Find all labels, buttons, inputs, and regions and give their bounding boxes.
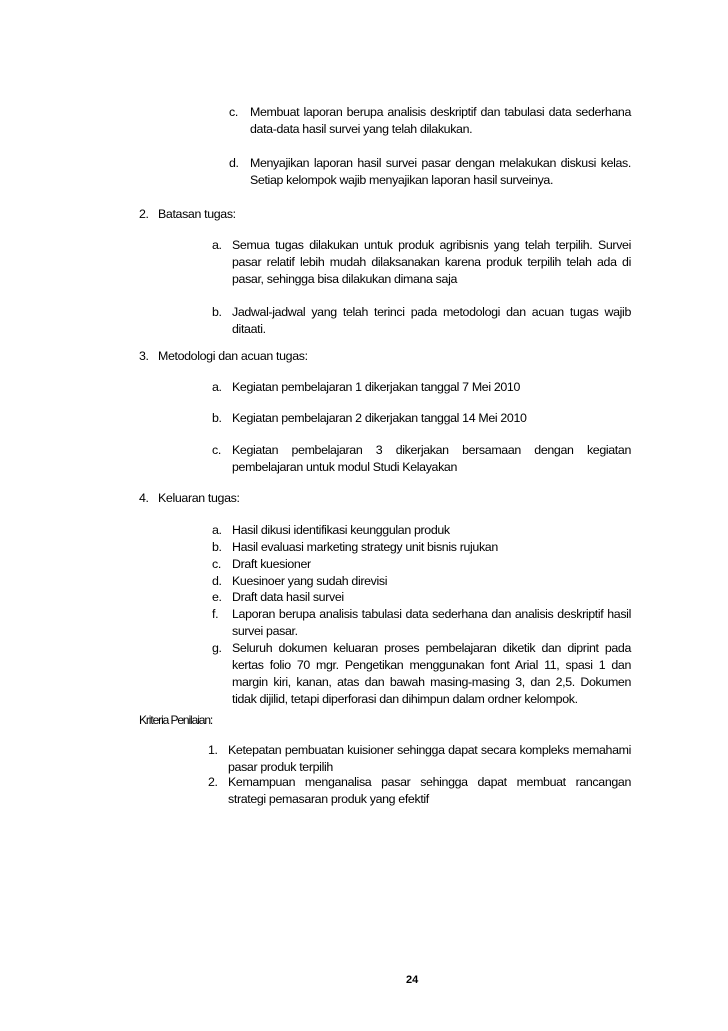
list-item-text: Kegiatan pembelajaran 3 dikerjakan bersamaan dengan kegiatan pembelajaran untuk modul Studi Kelayakan (232, 443, 631, 474)
criteria-number: 1. (208, 743, 218, 757)
list-item-text: Laporan berupa analisis tabulasi data sederhana dan analisis deskriptif hasil survei pasar. (232, 607, 631, 638)
list-item-text: Draft kuesioner (232, 557, 311, 571)
list-marker: d. (212, 574, 222, 588)
list-item-text: Draft data hasil survei (232, 590, 344, 604)
list-item-text: Membuat laporan berupa analisis deskriptif dan tabulasi data sederhana data-data hasil survei yang telah dilakukan. (250, 105, 631, 136)
list-marker: a. (212, 380, 222, 394)
list-item-text: Jadwal-jadwal yang telah terinci pada metodologi dan acuan tugas wajib ditaati. (232, 305, 631, 336)
criteria-label: Kriteria Penilaian: (139, 713, 213, 727)
section-title: Keluaran tugas: (158, 491, 240, 505)
section-title: Metodologi dan acuan tugas: (158, 349, 308, 363)
section-number: 2. (139, 207, 149, 221)
list-item-text: Kegiatan pembelajaran 2 dikerjakan tanggal 14 Mei 2010 (232, 411, 527, 425)
criteria-text: Kemampuan menganalisa pasar sehingga dapat membuat rancangan strategi pemasaran produk yang efektif (228, 775, 631, 806)
page-number: 24 (406, 974, 419, 986)
criteria-text: Ketepatan pembuatan kuisioner sehingga dapat secara kompleks memahami pasar produk terpilih (228, 743, 631, 774)
list-marker: d. (229, 156, 239, 170)
list-item-text: Hasil dikusi identifikasi keunggulan produk (232, 523, 450, 537)
list-item-text: Kuesinoer yang sudah direvisi (232, 574, 388, 588)
list-item-text: Hasil evaluasi marketing strategy unit bisnis rujukan (232, 540, 498, 554)
section-title: Batasan tugas: (158, 207, 236, 221)
list-marker: b. (212, 305, 222, 319)
section-number: 4. (139, 491, 149, 505)
list-item-text: Kegiatan pembelajaran 1 dikerjakan tanggal 7 Mei 2010 (232, 380, 520, 394)
list-marker: b. (212, 411, 222, 425)
list-item-text: Seluruh dokumen keluaran proses pembelajaran diketik dan diprint pada kertas folio 70 mgr. Pengetikan menggunakan font Arial 11, spasi 1 dan margin kiri, kanan, atas dan bawah masing-masing 3, dan 2,5. Dokumen tidak dijilid, tetapi diperforasi dan dihimpun dalam ordner kelompok. (232, 641, 631, 706)
list-marker: e. (212, 590, 222, 604)
list-marker: b. (212, 540, 222, 554)
criteria-number: 2. (208, 775, 218, 789)
list-marker: c. (229, 105, 238, 119)
list-item-text: Menyajikan laporan hasil survei pasar dengan melakukan diskusi kelas. Setiap kelompok wajib menyajikan laporan hasil surveinya. (250, 156, 631, 187)
list-marker: f. (212, 607, 219, 621)
list-marker: a. (212, 523, 222, 537)
list-item-text: Semua tugas dilakukan untuk produk agribisnis yang telah terpilih. Survei pasar relatif lebih mudah dilaksanakan karena produk terpilih telah ada di pasar, sehingga bisa dilakukan dimana saja (232, 238, 631, 286)
section-number: 3. (139, 349, 149, 363)
list-marker: g. (212, 641, 222, 655)
list-marker: c. (212, 443, 221, 457)
list-marker: a. (212, 238, 222, 252)
list-marker: c. (212, 557, 221, 571)
